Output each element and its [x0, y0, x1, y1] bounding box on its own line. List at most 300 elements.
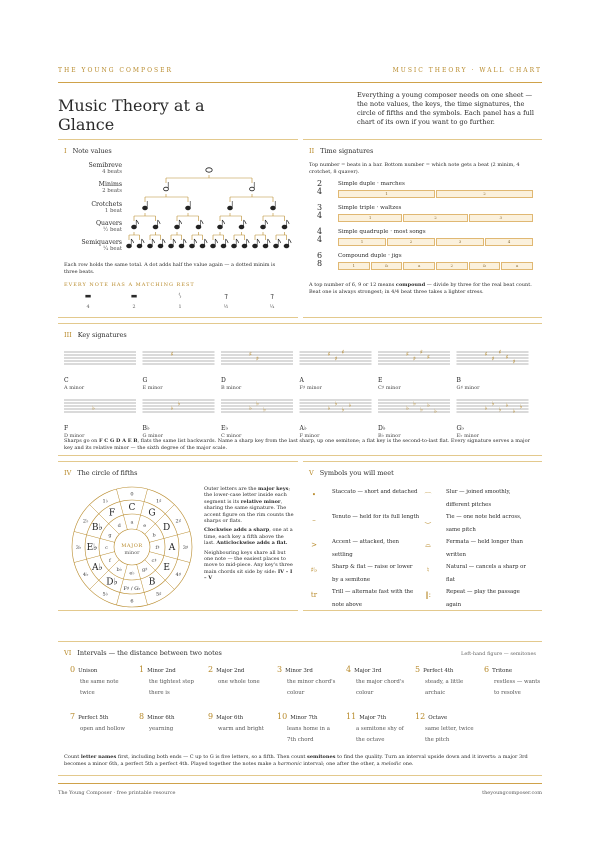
note-head: [175, 225, 180, 229]
beat-box: 3: [436, 238, 484, 246]
key-major: G♭: [456, 425, 465, 432]
key-major: D: [221, 377, 226, 384]
circle-minor-key: c♯: [151, 557, 157, 564]
tree-branch: [150, 232, 161, 240]
sharp-icon: ♯: [427, 354, 430, 361]
interval-semitones: 7: [70, 712, 76, 721]
sharp-icon: ♯: [334, 355, 338, 363]
note-head: [169, 244, 174, 248]
tree-branch: [234, 232, 245, 240]
note-head: [148, 244, 153, 248]
circle-minor-key: d: [117, 522, 121, 529]
beat-box: 2: [387, 238, 435, 246]
note-name: Minims: [98, 181, 122, 188]
tree-branch: [192, 232, 203, 240]
symbol-x-icon: ♮: [426, 566, 430, 574]
key-minor: E minor: [142, 385, 163, 391]
key-major: G: [142, 377, 148, 384]
interval-desc: steady, a little archaic: [425, 679, 464, 696]
interval-desc: one whole tone: [218, 679, 260, 685]
circle-minor-key: b: [152, 532, 156, 539]
note-flag: [136, 220, 139, 224]
note-flag: [152, 239, 155, 243]
time-sig-bottom: 4: [317, 211, 323, 220]
circle-diagram: [64, 484, 200, 610]
note-flag: [163, 239, 166, 243]
interval-semitones: 4: [346, 665, 352, 674]
note-name: Semibreve: [88, 162, 122, 169]
interval-semitones: 12: [415, 712, 426, 721]
circle-count: 6: [130, 598, 134, 605]
interval-card: [346, 711, 408, 746]
note-head: [221, 244, 226, 248]
note-head: [284, 244, 289, 248]
panel-title: Symbols you will meet: [319, 469, 394, 477]
note-head: [211, 244, 216, 248]
interval-desc: same letter, twice the pitch: [425, 726, 474, 743]
time-sig-name: Simple duple · marches: [338, 181, 405, 187]
beat-box: &: [469, 262, 501, 270]
sharp-icon: ♯: [249, 351, 252, 358]
note-flag: [173, 239, 176, 243]
note-flag: [222, 220, 225, 224]
circle-minor-key: e♭: [129, 570, 135, 577]
beat-box: 2: [436, 190, 533, 198]
beat-box: 1: [338, 190, 435, 198]
circle-major-key: E♭: [86, 543, 98, 553]
note-flag: [268, 239, 271, 243]
interval-desc: leans home in a 7th chord: [287, 726, 330, 743]
rest-symbol-icon: ⁊: [270, 292, 274, 300]
circle-center-minor: minor: [124, 550, 140, 556]
note-head: [127, 244, 132, 248]
symbol-slur-icon: ⌒: [424, 492, 432, 500]
circle-count: 2♭: [82, 518, 89, 525]
key-major: D♭: [378, 425, 386, 432]
note-name: Quavers: [95, 220, 122, 227]
interval-desc: a semitone shy of the octave: [356, 726, 404, 743]
symbol-text: Tenuto — held for its full length: [332, 514, 420, 520]
time-sig-top: 2: [317, 179, 323, 188]
note-head: [228, 206, 233, 210]
key-major: F: [64, 425, 69, 432]
interval-semitones: 1: [139, 665, 145, 674]
footer-right: theyoungcomposer.com: [482, 790, 542, 796]
time-sig-name: Simple quadruple · most songs: [338, 229, 426, 235]
rest-symbol-icon: ▬: [130, 292, 138, 300]
circle-major-key: D♭: [106, 577, 118, 588]
sharp-icon: ♯: [413, 355, 416, 363]
key-major: A: [299, 377, 304, 384]
tree-branch: [220, 213, 242, 221]
note-flag: [265, 220, 268, 224]
flat-icon: ♭: [420, 406, 423, 414]
beat-boxes: [338, 262, 533, 270]
note-beats: ¼ beat: [103, 246, 122, 252]
note-flag: [179, 220, 182, 224]
note-head: [186, 206, 191, 210]
beat-box: 2: [436, 262, 468, 270]
note-flag: [226, 239, 229, 243]
beat-box: &: [371, 262, 403, 270]
time-sig-bottom: 4: [317, 187, 323, 196]
symbol-text: Accent — attacked, then settling: [332, 539, 399, 558]
key-minor: C minor: [221, 433, 242, 437]
note-head: [271, 206, 276, 210]
interval-name: Minor 6th: [147, 715, 175, 721]
circle-count: 0: [130, 491, 134, 498]
key-major: E: [378, 377, 383, 384]
rest-symbol-icon: ⁊: [224, 292, 228, 300]
interval-semitones: 10: [277, 712, 288, 721]
symbol-text: Staccato — short and detached: [332, 489, 418, 495]
tree-branch: [276, 232, 287, 240]
interval-name: Perfect 5th: [78, 715, 109, 721]
key-minor: C♯ minor: [378, 385, 401, 391]
note-flag: [257, 239, 260, 243]
circle-major-key: F: [108, 508, 116, 519]
interval-card: [415, 664, 477, 699]
circle-count: 3♭: [75, 545, 82, 551]
note-flag: [289, 239, 292, 243]
panel-title: Note values: [72, 147, 112, 155]
key-major: B: [456, 377, 461, 384]
header-left: THE YOUNG COMPOSER: [58, 67, 174, 74]
circle-text: Outer letters are the major keys; the lower-case letter inside each segment is its relative minor, sharing the same signature. The accent figure on the rim counts the sharps or flats. Clockwise adds a sharp, one at a time, each key a fifth above the last. Anticlockwise adds a flat. Neighbouring keys share all but one note — the easiest places to move to mid-piece. Any key's three main chords sit side by side: IV – I – V: [204, 486, 294, 582]
circle-minor-key: g♯: [141, 567, 148, 574]
symbol-text: Repeat — play the passage again: [446, 589, 520, 608]
panel-title: Intervals — the distance between two notes: [77, 649, 222, 657]
circle-count: 4♯: [175, 571, 182, 578]
sharp-icon: ♯: [256, 355, 259, 363]
interval-desc: the major chord's colour: [356, 679, 405, 696]
rest-symbol-icon: ▬: [84, 292, 92, 300]
tree-branch: [230, 194, 273, 202]
time-intro: Top number = beats in a bar. Bottom number = which note gets a beat (2 minim, 4 crotchet, 8 quaver).: [309, 162, 520, 175]
beat-box: 4: [485, 238, 533, 246]
circle-minor-key: e: [143, 522, 147, 529]
circle-minor-key: a: [130, 519, 134, 526]
sharp-icon: ♯: [505, 354, 509, 361]
interval-card: [70, 664, 132, 699]
symbol-xx-icon: ♯♭: [310, 566, 318, 574]
key-minor: B minor: [221, 385, 242, 391]
flat-icon: ♭: [177, 400, 181, 408]
panel-number: VI: [64, 649, 72, 657]
header-rule: [58, 82, 542, 83]
tree-branch: [166, 175, 252, 183]
note-flag: [287, 220, 290, 224]
note-head: [196, 225, 201, 229]
key-minor: G minor: [142, 433, 164, 437]
interval-card: [70, 711, 132, 735]
sharp-icon: ♯: [484, 351, 488, 358]
keys-caption: Sharps go on F C G D A E B, flats the same list backwards. Name a sharp key from the last sharp, up one semitone; a flat key is the second-to-last flat. Every signature serves a major key and its relative minor — the sixth degree of the major scale.: [64, 438, 530, 451]
panel-number: IV: [64, 469, 72, 477]
flat-icon: ♭: [334, 400, 338, 408]
interval-card: [277, 664, 339, 699]
tree-branch: [134, 213, 156, 221]
circle-count: 5♭: [102, 591, 109, 598]
interval-semitones: 11: [346, 712, 357, 721]
flat-icon: ♭: [341, 406, 345, 414]
note-beats: 1 beat: [104, 208, 122, 214]
note-flag: [205, 239, 208, 243]
interval-semitones: 3: [277, 665, 283, 674]
tree-branch: [255, 232, 266, 240]
circle-major-key: C: [128, 503, 136, 513]
interval-semitones: 8: [139, 712, 145, 721]
sharp-icon: ♯: [170, 351, 174, 358]
interval-desc: the tightest step there is: [149, 679, 194, 696]
tree-branch: [213, 232, 224, 240]
circle-center-major: MAJOR: [121, 543, 143, 549]
flat-icon: ♭: [512, 408, 516, 415]
interval-name: Minor 3rd: [285, 668, 313, 674]
interval-name: Octave: [428, 715, 448, 721]
beat-box: 1: [338, 262, 370, 270]
interval-card: [139, 711, 201, 735]
panel-number: I: [64, 147, 67, 155]
flat-icon: ♭: [170, 405, 174, 412]
interval-name: Major 7th: [359, 715, 387, 721]
sharp-icon: ♯: [491, 355, 495, 363]
circle-minor-key: f♯: [155, 545, 160, 551]
symbol-dot-icon: •: [311, 491, 317, 499]
circle-major-key: G: [148, 508, 156, 519]
interval-semitones: 0: [70, 665, 76, 674]
intro-text: Everything a young composer needs on one sheet — the note values, the keys, the time signatures, the circle of fifths and the symbols. Each panel has a full chart of its own if you want to go further.: [357, 91, 534, 126]
interval-desc: open and hollow: [80, 726, 125, 732]
interval-card: [277, 711, 339, 746]
panel-note-values: [58, 139, 298, 318]
note-head: [158, 244, 163, 248]
circle-minor-key: g: [108, 532, 112, 539]
flat-icon: ♭: [249, 405, 252, 412]
flat-icon: ♭: [348, 402, 352, 409]
flat-icon: ♭: [519, 403, 523, 411]
interval-card: [415, 711, 477, 746]
intervals-right-note: Left-hand figure — semitones: [461, 651, 536, 657]
note-head: [253, 244, 258, 248]
key-minor: E♭ minor: [456, 433, 480, 437]
time-caption: A top number of 6, 9 or 12 means compound — divide by three for the real beat count. Beat one is always strongest; in 4/4 beat three takes a lighter stress.: [309, 282, 532, 295]
symbol-fermata-icon: ⌓: [425, 541, 431, 549]
symbol-text: Slur — joined smoothly, different pitches: [446, 489, 511, 508]
note-head: [250, 187, 255, 191]
note-head: [137, 244, 142, 248]
note-beats: ½ beat: [103, 227, 122, 233]
time-sig-top: 4: [317, 227, 323, 236]
key-minor: D minor: [64, 433, 85, 437]
note-tree: [124, 162, 294, 257]
interval-desc: restless — wants to resolve: [494, 679, 541, 696]
note-head: [261, 225, 266, 229]
interval-semitones: 6: [484, 665, 490, 674]
note-beats: 4 beats: [102, 169, 122, 175]
key-major: A♭: [299, 425, 307, 432]
key-major: C: [64, 377, 69, 384]
rest-symbol-icon: ᛊ: [177, 292, 183, 300]
beat-box: a: [501, 262, 533, 270]
interval-name: Tritone: [492, 668, 513, 674]
interval-semitones: 2: [208, 665, 214, 674]
interval-name: Perfect 4th: [423, 668, 454, 674]
flat-icon: ♭: [505, 402, 509, 409]
sharp-icon: ♯: [341, 348, 345, 356]
note-head: [282, 225, 287, 229]
rest-value: ¼: [269, 305, 275, 310]
flat-icon: ♭: [434, 408, 437, 415]
interval-name: Major 2nd: [216, 668, 245, 674]
time-sig-bottom: 8: [317, 259, 323, 268]
interval-card: [139, 664, 201, 699]
circle-major-key: D: [163, 523, 171, 533]
note-head: [190, 244, 195, 248]
symbol-text: Natural — cancels a sharp or flat: [446, 564, 526, 583]
circle-major-key: A: [168, 543, 176, 553]
note-flag: [194, 239, 197, 243]
note-head: [179, 244, 184, 248]
note-flag: [142, 239, 145, 243]
rest-value: 4: [86, 305, 90, 310]
note-name: Semiquavers: [81, 239, 122, 246]
panel-symbols: [303, 461, 542, 611]
symbol-x-icon: >: [311, 541, 317, 549]
circle-major-key: A♭: [91, 563, 103, 573]
flat-icon: ♭: [263, 406, 266, 414]
footer-rule: [58, 783, 542, 784]
key-major: E♭: [221, 425, 229, 432]
flat-icon: ♭: [413, 400, 416, 408]
interval-name: Minor 7th: [290, 715, 318, 721]
interval-name: Major 3rd: [354, 668, 382, 674]
interval-card: [484, 664, 546, 699]
circle-major-key: B: [148, 577, 156, 588]
panel-number: III: [64, 331, 72, 339]
sharp-icon: ♯: [512, 358, 516, 366]
key-minor: F♯ minor: [299, 385, 322, 391]
interval-card: [208, 711, 270, 735]
beat-boxes: [338, 214, 533, 222]
beat-boxes: [338, 190, 533, 198]
flat-icon: ♭: [484, 405, 488, 412]
tree-branch: [263, 213, 285, 221]
interval-card: [346, 664, 408, 699]
beat-boxes: [338, 238, 533, 246]
panel-number: II: [309, 147, 315, 155]
circle-major-key: F♯ / G♭: [123, 586, 141, 592]
panel-title: Key signatures: [77, 331, 127, 339]
flat-icon: ♭: [427, 402, 430, 409]
note-head: [164, 187, 169, 191]
sharp-icon: ♯: [406, 351, 409, 358]
flat-icon: ♭: [406, 405, 409, 412]
interval-name: Unison: [78, 668, 98, 674]
flat-icon: ♭: [92, 405, 95, 412]
note-head: [143, 206, 148, 210]
key-minor: B♭ minor: [378, 433, 401, 437]
symbol-tr-icon: tr: [310, 591, 318, 599]
time-sig-name: Simple triple · waltzes: [338, 205, 402, 211]
circle-count: 1♯: [155, 498, 162, 505]
symbol-text: Tie — one note held across, same pitch: [446, 514, 522, 533]
time-sig-top: 6: [317, 251, 323, 260]
symbol-text: Trill — alternate fast with the note above: [332, 589, 414, 608]
note-head: [239, 225, 244, 229]
intervals-caption: Count letter names first, including both ends — C up to G is five letters, so a fifth. Then count semitones to find the quality. Turn an interval upside down and it inverts: a major 3rd becomes a minor 6th, a perfect 5th a perfect 4th. Played together the notes make a harmonic interval; one after the other, a melodic one.: [64, 754, 528, 767]
interval-desc: the same note twice: [80, 679, 119, 696]
panel-title: The circle of fifths: [77, 469, 138, 477]
beat-box: 3: [469, 214, 533, 222]
note-head: [200, 244, 205, 248]
symbol-tie-icon: ‿: [425, 516, 431, 524]
interval-semitones: 5: [415, 665, 421, 674]
note-flag: [201, 220, 204, 224]
note-head: [218, 225, 223, 229]
circle-count: 3♯: [182, 545, 189, 551]
sharp-icon: ♯: [498, 348, 502, 356]
tree-branch: [171, 232, 182, 240]
panel-circle-of-fifths: [58, 461, 298, 611]
note-head: [132, 225, 137, 229]
beat-box: a: [403, 262, 435, 270]
time-sig-name: Compound duple · jigs: [338, 253, 402, 259]
symbol-dash-icon: –: [312, 516, 316, 524]
note-flag: [236, 239, 239, 243]
circle-minor-key: c: [105, 545, 108, 551]
flat-icon: ♭: [491, 400, 495, 408]
interval-desc: yearning: [149, 726, 174, 732]
note-caption: Each row holds the same total. A dot adds half the value again — a dotted minim is three beats.: [64, 262, 276, 275]
panel-intervals: [58, 641, 542, 776]
note-flag: [215, 239, 218, 243]
interval-desc: the minor chord's colour: [287, 679, 336, 696]
symbol-text: Sharp & flat — raise or lower by a semitone: [332, 564, 413, 583]
beat-box: 1: [338, 238, 386, 246]
note-flag: [184, 239, 187, 243]
flat-icon: ♭: [256, 400, 259, 408]
rest-value: ½: [223, 305, 229, 310]
circle-minor-key: b♭: [116, 567, 123, 574]
panel-key-signatures: [58, 323, 542, 456]
panel-number: V: [309, 469, 314, 477]
interval-card: [208, 664, 270, 688]
rests-title: EVERY NOTE HAS A MATCHING REST: [64, 282, 195, 288]
circle-minor-key: f: [108, 557, 111, 564]
note-flag: [278, 239, 281, 243]
header-right: MUSIC THEORY · WALL CHART: [392, 67, 542, 74]
tree-branch: [145, 194, 188, 202]
beat-box: 1: [338, 214, 402, 222]
panel-time-signatures: [303, 139, 542, 318]
flat-icon: ♭: [498, 406, 502, 414]
circle-count: 4♭: [82, 571, 89, 578]
time-sig-top: 3: [317, 203, 323, 212]
note-head: [263, 244, 268, 248]
key-minor: A minor: [64, 385, 85, 391]
key-staves: [58, 342, 542, 437]
key-minor: F minor: [299, 433, 320, 437]
circle-major-key: B♭: [91, 523, 103, 533]
interval-semitones: 9: [208, 712, 214, 721]
note-head: [232, 244, 237, 248]
note-flag: [131, 239, 134, 243]
circle-count: 1♭: [102, 498, 109, 505]
panel-title: Time signatures: [320, 147, 374, 155]
note-flag: [158, 220, 161, 224]
tree-branch: [129, 232, 140, 240]
